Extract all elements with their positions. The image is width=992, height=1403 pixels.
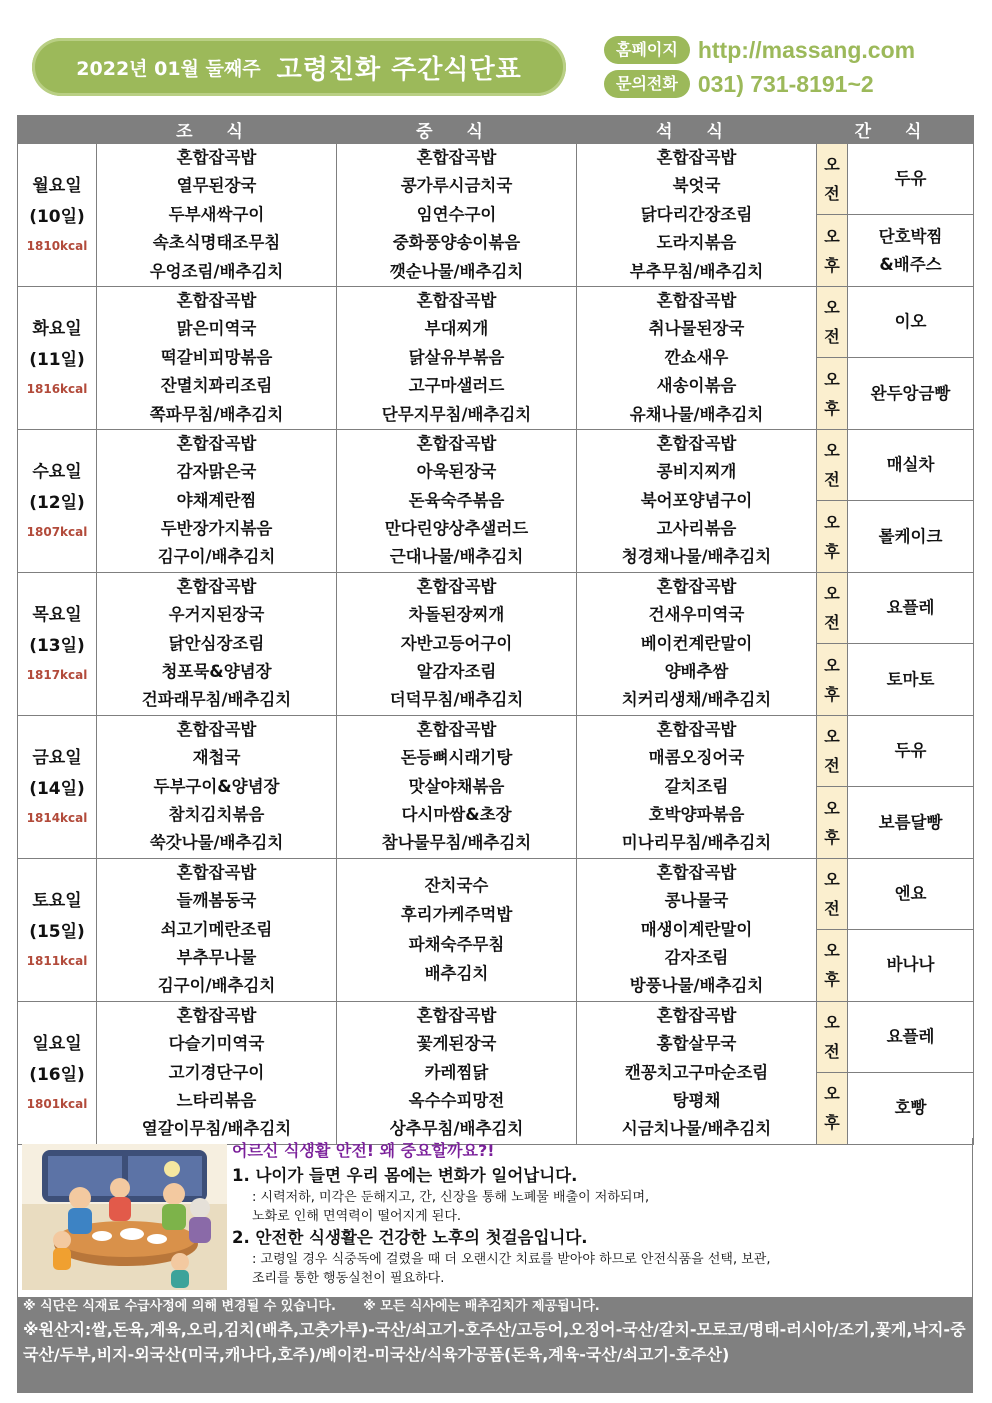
info-point-1-detail-1: : 시력저하, 미각은 둔해지고, 간, 신장을 통해 노폐물 배출이 저하되며, bbox=[252, 1190, 650, 1205]
day-name: 월요일 bbox=[32, 175, 82, 196]
lunch-item: 돈육숙주볶음 bbox=[408, 490, 505, 510]
day-date: (13일) bbox=[29, 635, 85, 656]
lunch-item: 배추김치 bbox=[424, 964, 489, 984]
day-row bbox=[18, 715, 974, 786]
dinner-item: 도라지볶음 bbox=[656, 233, 737, 253]
lunch-item: 임연수구이 bbox=[416, 204, 497, 224]
lunch-item: 혼합잡곡밥 bbox=[416, 576, 497, 596]
pm-snack: 롤케이크 bbox=[848, 501, 974, 572]
menu-body bbox=[18, 144, 974, 1145]
lunch-cell bbox=[337, 858, 577, 1001]
dinner-item: 방풍나물/배추김치 bbox=[629, 976, 764, 996]
day-row bbox=[18, 286, 974, 357]
day-date: (14일) bbox=[29, 778, 85, 799]
day-name: 금요일 bbox=[32, 747, 82, 768]
breakfast-item: 열무된장국 bbox=[176, 176, 257, 196]
dinner-item: 혼합잡곡밥 bbox=[656, 433, 737, 453]
day-cell bbox=[18, 144, 97, 287]
dinner-item: 갈치조림 bbox=[664, 776, 729, 796]
breakfast-cell bbox=[97, 715, 337, 858]
dinner-item: 고사리볶음 bbox=[656, 519, 737, 539]
page-title: 고령친화 주간식단표 bbox=[276, 54, 522, 85]
info-point-2-detail-2: 조리를 통한 행동실천이 필요하다. bbox=[252, 1271, 445, 1286]
dinner-item: 호박양파볶음 bbox=[648, 804, 745, 824]
lunch-item: 다시마쌈&초장 bbox=[401, 804, 512, 824]
lunch-item: 근대나물/배추김치 bbox=[389, 547, 524, 567]
day-date: (12일) bbox=[29, 492, 85, 513]
pm-snack: 단호박찜 &배주스 bbox=[848, 215, 974, 286]
lunch-item: 자반고등어구이 bbox=[400, 633, 513, 653]
safety-info-box bbox=[17, 1138, 973, 1298]
lunch-item: 닭살유부볶음 bbox=[408, 347, 505, 367]
pm-label: 오 후 bbox=[817, 501, 848, 572]
day-cell bbox=[18, 286, 97, 429]
breakfast-item: 닭안심장조림 bbox=[168, 633, 265, 653]
title-banner bbox=[32, 38, 566, 96]
dinner-item: 양배추쌈 bbox=[664, 662, 729, 682]
day-cell bbox=[18, 429, 97, 572]
breakfast-item: 김구이/배추김치 bbox=[157, 547, 276, 567]
breakfast-item: 쑥갓나물/배추김치 bbox=[149, 833, 284, 853]
dinner-item: 깐쇼새우 bbox=[664, 347, 729, 367]
lunch-cell bbox=[337, 429, 577, 572]
homepage-link[interactable]: http://massang.com bbox=[697, 36, 916, 63]
day-name: 일요일 bbox=[32, 1033, 82, 1054]
am-snack: 매실차 bbox=[848, 429, 974, 500]
breakfast-item: 야채계란찜 bbox=[176, 490, 257, 510]
breakfast-item: 떡갈비피망볶음 bbox=[160, 347, 273, 367]
dinner-item: 탕평채 bbox=[672, 1090, 721, 1110]
homepage-row bbox=[604, 36, 915, 64]
day-kcal: 1817kcal bbox=[26, 667, 88, 682]
day-name: 토요일 bbox=[32, 890, 82, 911]
breakfast-item: 혼합잡곡밥 bbox=[176, 719, 257, 739]
breakfast-item: 들깨봄동국 bbox=[176, 891, 257, 911]
dinner-cell bbox=[577, 429, 817, 572]
breakfast-item: 혼합잡곡밥 bbox=[176, 862, 257, 882]
lunch-item: 후리가케주먹밥 bbox=[400, 905, 513, 925]
title-week: 2022년 01월 둘째주 bbox=[76, 57, 261, 80]
breakfast-item: 재첩국 bbox=[192, 748, 241, 768]
day-kcal: 1807kcal bbox=[26, 524, 88, 539]
dinner-item: 부추무침/배추김치 bbox=[629, 261, 764, 281]
breakfast-item: 혼합잡곡밥 bbox=[176, 576, 257, 596]
breakfast-item: 혼합잡곡밥 bbox=[176, 148, 257, 167]
lunch-item: 중화풍양송이볶음 bbox=[392, 233, 521, 253]
day-name: 수요일 bbox=[32, 461, 82, 482]
dinner-item: 시금치나물/배추김치 bbox=[621, 1119, 772, 1139]
day-kcal: 1816kcal bbox=[26, 381, 88, 396]
breakfast-item: 혼합잡곡밥 bbox=[176, 290, 257, 310]
day-cell bbox=[18, 715, 97, 858]
dinner-item: 유채나물/배추김치 bbox=[629, 404, 764, 424]
lunch-item: 차돌된장찌개 bbox=[408, 605, 505, 625]
dinner-item: 홍합살무국 bbox=[656, 1034, 737, 1054]
breakfast-item: 다슬기미역국 bbox=[168, 1034, 265, 1054]
lunch-item: 옥수수피망전 bbox=[408, 1090, 505, 1110]
am-snack: 이오 bbox=[848, 286, 974, 357]
breakfast-item: 속초식명태조무침 bbox=[152, 233, 281, 253]
breakfast-cell bbox=[97, 144, 337, 287]
weekly-menu-table bbox=[17, 115, 974, 1145]
homepage-label: 홈페이지 bbox=[604, 36, 690, 64]
day-cell bbox=[18, 1001, 97, 1144]
day-kcal: 1801kcal bbox=[26, 1096, 88, 1111]
dinner-item: 미나리무침/배추김치 bbox=[621, 833, 772, 853]
am-label: 오 전 bbox=[817, 1001, 848, 1072]
lunch-item: 혼합잡곡밥 bbox=[416, 433, 497, 453]
dinner-item: 혼합잡곡밥 bbox=[656, 290, 737, 310]
lunch-item: 꽃게된장국 bbox=[416, 1034, 497, 1054]
pm-label: 오 후 bbox=[817, 644, 848, 715]
breakfast-item: 맑은미역국 bbox=[176, 319, 257, 339]
lunch-item: 부대찌개 bbox=[424, 319, 489, 339]
footer-origin: ※원산지:쌀,돈육,계육,오리,김치(배추,고춧가루)-국산/쇠고기-호주산/고등어,오징어-국산/갈치-모로코/명태-러시아/조기,꽃게,낙지-중국산/두부,비지-외국산(미국,캐나다,호주)/베이컨-미국산/식육가공품(돈육,계육-국산/쇠고기-호주산) bbox=[23, 1320, 966, 1364]
breakfast-item: 쪽파무침/배추김치 bbox=[149, 404, 284, 424]
day-row bbox=[18, 572, 974, 643]
pm-snack: 바나나 bbox=[848, 930, 974, 1001]
dinner-item: 베이컨계란말이 bbox=[640, 633, 753, 653]
lunch-item: 혼합잡곡밥 bbox=[416, 1005, 497, 1025]
lunch-cell bbox=[337, 286, 577, 429]
lunch-item: 단무지무침/배추김치 bbox=[381, 404, 532, 424]
header-breakfast: 조 식 bbox=[97, 116, 337, 144]
day-name: 목요일 bbox=[32, 604, 82, 625]
lunch-item: 알감자조림 bbox=[416, 662, 497, 682]
pm-label: 오 후 bbox=[817, 1073, 848, 1144]
dinner-item: 콩비지찌개 bbox=[656, 462, 737, 482]
dinner-item: 혼합잡곡밥 bbox=[656, 576, 737, 596]
breakfast-item: 혼합잡곡밥 bbox=[176, 433, 257, 453]
dinner-cell bbox=[577, 715, 817, 858]
lunch-item: 더덕무침/배추김치 bbox=[389, 690, 524, 710]
dinner-item: 혼합잡곡밥 bbox=[656, 862, 737, 882]
am-label: 오 전 bbox=[817, 144, 848, 215]
lunch-item: 만다린양상추샐러드 bbox=[384, 519, 529, 539]
am-snack: 요플레 bbox=[848, 572, 974, 643]
dinner-cell bbox=[577, 858, 817, 1001]
dinner-item: 혼합잡곡밥 bbox=[656, 148, 737, 167]
am-label: 오 전 bbox=[817, 429, 848, 500]
pm-snack: 보름달빵 bbox=[848, 787, 974, 858]
pm-snack: 토마토 bbox=[848, 644, 974, 715]
phone-row bbox=[604, 70, 874, 98]
am-label: 오 전 bbox=[817, 715, 848, 786]
day-row bbox=[18, 429, 974, 500]
lunch-item: 혼합잡곡밥 bbox=[416, 719, 497, 739]
dinner-item: 닭다리간장조림 bbox=[640, 204, 753, 224]
pm-snack: 호빵 bbox=[848, 1073, 974, 1144]
pm-label: 오 후 bbox=[817, 358, 848, 429]
info-point-1: 1. 나이가 들면 우리 몸에는 변화가 일어납니다. bbox=[232, 1166, 578, 1185]
header-dinner: 석 식 bbox=[577, 116, 817, 144]
lunch-item: 돈등뼈시래기탕 bbox=[400, 748, 513, 768]
am-label: 오 전 bbox=[817, 286, 848, 357]
dinner-item: 북어포양념구이 bbox=[640, 490, 753, 510]
dinner-item: 감자조림 bbox=[664, 947, 729, 967]
breakfast-item: 두반장가지볶음 bbox=[160, 519, 273, 539]
am-label: 오 전 bbox=[817, 858, 848, 929]
header-blank bbox=[18, 116, 97, 144]
day-row bbox=[18, 144, 974, 215]
dinner-cell bbox=[577, 572, 817, 715]
footer-notes bbox=[17, 1297, 973, 1393]
day-date: (11일) bbox=[29, 349, 85, 370]
info-point-1-detail-2: 노화로 인해 면역력이 떨어지게 된다. bbox=[252, 1209, 462, 1224]
breakfast-item: 우거지된장국 bbox=[168, 605, 265, 625]
dinner-item: 건새우미역국 bbox=[648, 605, 745, 625]
family-dinner-illustration bbox=[22, 1144, 227, 1290]
breakfast-item: 건파래무침/배추김치 bbox=[141, 690, 292, 710]
lunch-item: 고구마샐러드 bbox=[408, 376, 505, 396]
phone-number: 031) 731-8191~2 bbox=[697, 70, 874, 97]
lunch-cell bbox=[337, 144, 577, 287]
lunch-item: 맛살야채볶음 bbox=[408, 776, 505, 796]
lunch-cell bbox=[337, 715, 577, 858]
pm-label: 오 후 bbox=[817, 930, 848, 1001]
breakfast-item: 혼합잡곡밥 bbox=[176, 1005, 257, 1025]
info-point-2: 2. 안전한 식생활은 건강한 노후의 첫걸음입니다. bbox=[232, 1228, 588, 1247]
pm-snack: 완두앙금빵 bbox=[848, 358, 974, 429]
day-name: 화요일 bbox=[32, 318, 82, 339]
pm-label: 오 후 bbox=[817, 787, 848, 858]
breakfast-item: 우엉조림/배추김치 bbox=[149, 261, 284, 281]
lunch-cell bbox=[337, 572, 577, 715]
lunch-cell bbox=[337, 1001, 577, 1144]
breakfast-item: 두부구이&양념장 bbox=[153, 776, 280, 796]
day-date: (16일) bbox=[29, 1064, 85, 1085]
breakfast-cell bbox=[97, 1001, 337, 1144]
breakfast-cell bbox=[97, 858, 337, 1001]
am-snack: 두유 bbox=[848, 144, 974, 215]
info-point-2-detail-1: : 고령일 경우 식중독에 걸렸을 때 더 오랜시간 치료를 받아야 하므로 안전식품을 선택, 보관, bbox=[252, 1252, 771, 1267]
day-cell bbox=[18, 858, 97, 1001]
dinner-item: 취나물된장국 bbox=[648, 319, 745, 339]
header-snack: 간 식 bbox=[817, 116, 974, 144]
dinner-item: 청경채나물/배추김치 bbox=[621, 547, 772, 567]
dinner-item: 새송이볶음 bbox=[656, 376, 737, 396]
dinner-item: 콩나물국 bbox=[664, 891, 729, 911]
day-kcal: 1810kcal bbox=[26, 238, 88, 253]
lunch-item: 콩가루시금치국 bbox=[400, 176, 513, 196]
day-kcal: 1814kcal bbox=[26, 810, 88, 825]
lunch-item: 깻순나물/배추김치 bbox=[389, 261, 524, 281]
breakfast-item: 느타리볶음 bbox=[176, 1090, 257, 1110]
dinner-item: 매생이계란말이 bbox=[640, 919, 753, 939]
footer-notice: ※ 식단은 식재료 수급사정에 의해 변경될 수 있습니다. ※ 모든 식사에는 배추김치가 제공됩니다. bbox=[23, 1299, 600, 1314]
lunch-item: 파채숙주무침 bbox=[408, 934, 505, 954]
dinner-cell bbox=[577, 286, 817, 429]
breakfast-cell bbox=[97, 572, 337, 715]
breakfast-item: 쇠고기메란조림 bbox=[160, 919, 273, 939]
lunch-item: 상추무침/배추김치 bbox=[389, 1119, 524, 1139]
header-lunch: 중 식 bbox=[337, 116, 577, 144]
phone-label: 문의전화 bbox=[604, 70, 690, 98]
breakfast-item: 잔멸치꽈리조림 bbox=[160, 376, 273, 396]
breakfast-item: 감자맑은국 bbox=[176, 462, 257, 482]
info-text bbox=[232, 1138, 967, 1288]
table-header bbox=[18, 116, 974, 144]
dinner-item: 혼합잡곡밥 bbox=[656, 719, 737, 739]
breakfast-item: 부추무나물 bbox=[176, 947, 257, 967]
dinner-cell bbox=[577, 144, 817, 287]
day-row bbox=[18, 858, 974, 929]
am-label: 오 전 bbox=[817, 572, 848, 643]
day-kcal: 1811kcal bbox=[26, 953, 88, 968]
am-snack: 두유 bbox=[848, 715, 974, 786]
day-row bbox=[18, 1001, 974, 1072]
lunch-item: 혼합잡곡밥 bbox=[416, 290, 497, 310]
day-date: (15일) bbox=[29, 921, 85, 942]
lunch-item: 아욱된장국 bbox=[416, 462, 497, 482]
dinner-item: 혼합잡곡밥 bbox=[656, 1005, 737, 1025]
breakfast-cell bbox=[97, 286, 337, 429]
dinner-cell bbox=[577, 1001, 817, 1144]
breakfast-item: 열갈이무침/배추김치 bbox=[141, 1119, 292, 1139]
breakfast-cell bbox=[97, 429, 337, 572]
pm-label: 오 후 bbox=[817, 215, 848, 286]
dinner-item: 북엇국 bbox=[672, 176, 721, 196]
lunch-item: 잔치국수 bbox=[424, 875, 489, 895]
info-title: 어르신 식생활 안전! 왜 중요할까요?! bbox=[232, 1141, 495, 1160]
breakfast-item: 청포묵&양념장 bbox=[161, 662, 272, 682]
am-snack: 요플레 bbox=[848, 1001, 974, 1072]
breakfast-item: 김구이/배추김치 bbox=[157, 976, 276, 996]
breakfast-item: 두부새싹구이 bbox=[168, 204, 265, 224]
dinner-item: 캔꽁치고구마순조림 bbox=[624, 1062, 769, 1082]
day-date: (10일) bbox=[29, 206, 85, 227]
lunch-item: 참나물무침/배추김치 bbox=[381, 833, 532, 853]
breakfast-item: 고기경단구이 bbox=[168, 1062, 265, 1082]
lunch-item: 혼합잡곡밥 bbox=[416, 148, 497, 167]
dinner-item: 매콤오징어국 bbox=[648, 748, 745, 768]
dinner-item: 치커리생채/배추김치 bbox=[621, 690, 772, 710]
breakfast-item: 참치김치볶음 bbox=[168, 804, 265, 824]
am-snack: 엔요 bbox=[848, 858, 974, 929]
day-cell bbox=[18, 572, 97, 715]
lunch-item: 카레찜닭 bbox=[424, 1062, 489, 1082]
